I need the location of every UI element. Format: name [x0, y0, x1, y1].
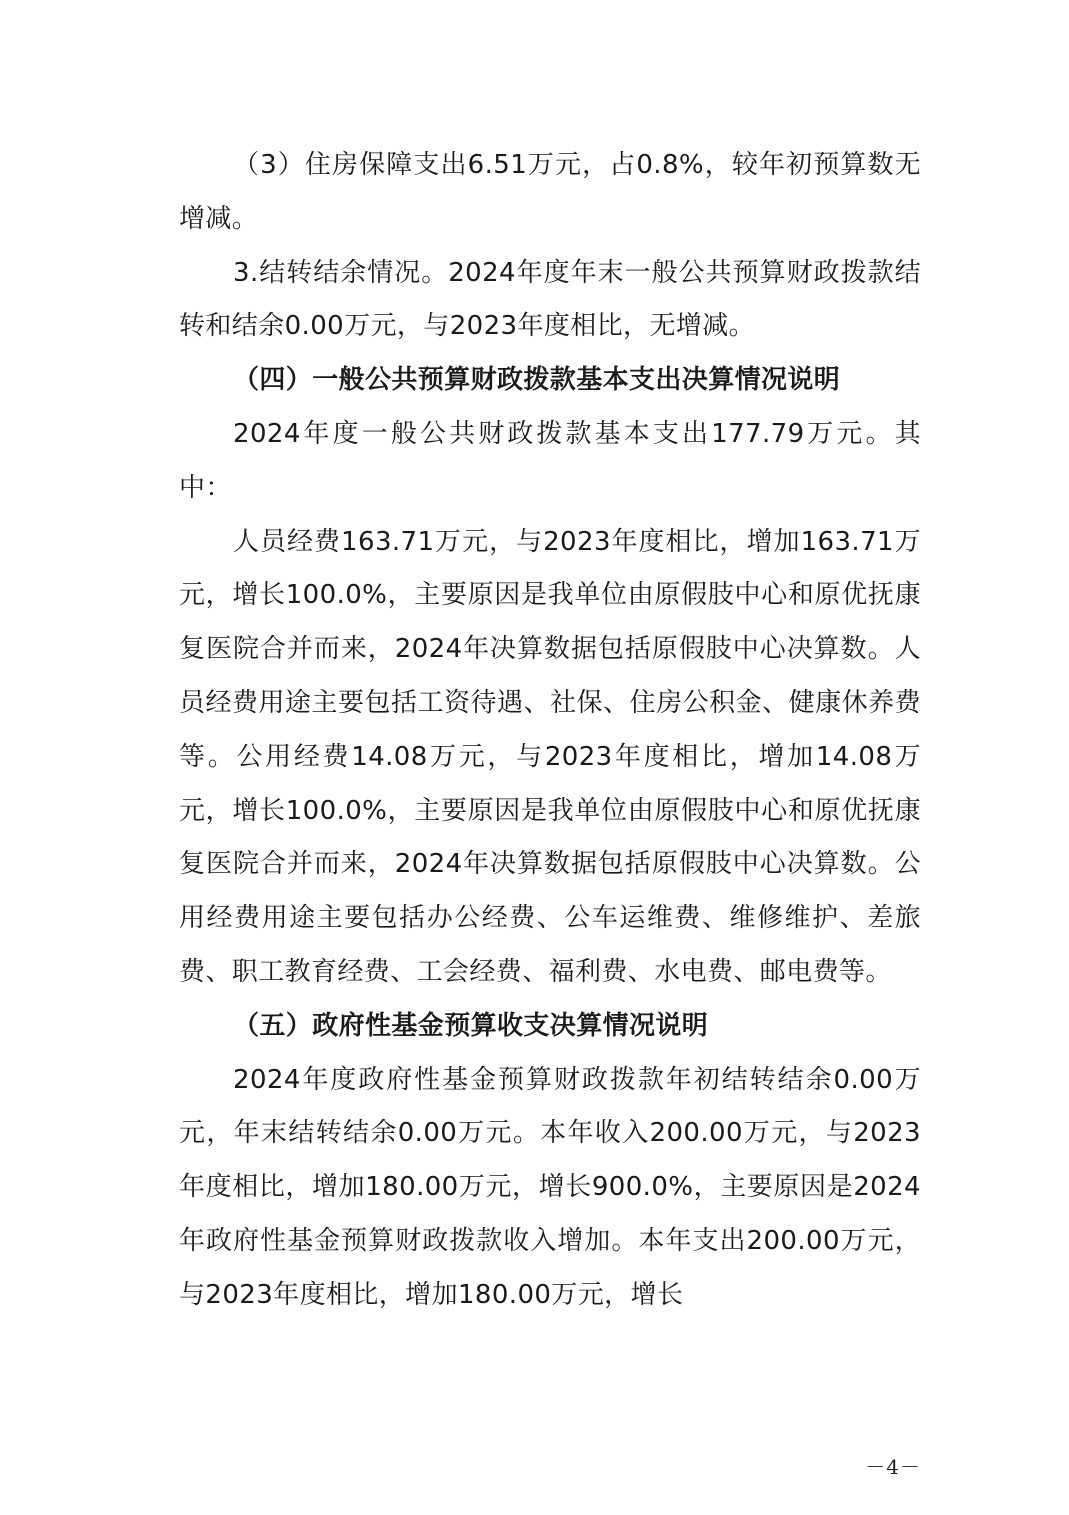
paragraph-basic-expenditure-total: 2024年度一般公共财政拨款基本支出177.79万元。其中： [179, 418, 921, 503]
paragraph-personnel-public-expenses: 人员经费163.71万元，与2023年度相比，增加163.71万元，增长100.0%，主要原因是我单位由原假肢中心和原优抚康复医院合并而来，2024年决算数据包括原假肢中心决算数。人员经费用途主要包括工资待遇、社保、住房公积金、健康休养费等。公用经费14.08万元，与2023年度相比，增加14.08万元，增长100.0%，主要原因是我单位由原假肢中心和原优抚康复医院合并而来，2024年决算数据包括原假肢中心决算数。公用经费用途主要包括办公经费、公车运维费、维修维护、差旅费、职工教育经费、工会经费、福利费、水电费、邮电费等。 [179, 526, 921, 987]
document-body [179, 139, 921, 1323]
section-heading-basic-expenditure: （四）一般公共预算财政拨款基本支出决算情况说明 [233, 365, 841, 396]
page-number: －4－ [865, 1455, 921, 1479]
paragraph-carryover-balance: 3.结转结余情况。2024年度年末一般公共预算财政拨款结转和结余0.00万元，与2023年度相比，无增减。 [179, 257, 921, 342]
paragraph-housing-expenditure: （3）住房保障支出6.51万元，占0.8%，较年初预算数无增减。 [179, 150, 921, 234]
paragraph-government-fund: 2024年度政府性基金预算财政拨款年初结转结余0.00万元，年末结转结余0.00万元。本年收入200.00万元，与2023年度相比，增加180.00万元，增长900.0%，主要原因是2024年政府性基金预算财政拨款收入增加。本年支出200.00万元，与2023年度相比，增加180.00万元，增长 [179, 1064, 921, 1310]
section-heading-government-fund: （五）政府性基金预算收支决算情况说明 [233, 1010, 709, 1041]
